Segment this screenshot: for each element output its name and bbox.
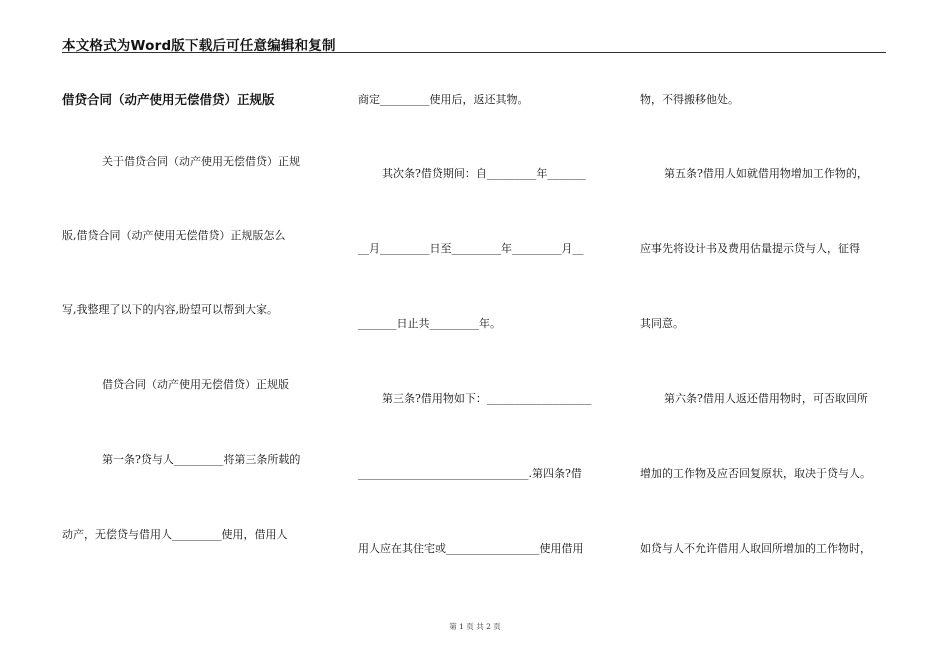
paragraph-line: 第一条?贷与人_________将第三条所载的 [102,453,301,466]
header-divider [62,52,886,53]
paragraph-line: 写,我整理了以下的内容,盼望可以帮到大家。 [62,303,278,316]
paragraph-line: 物，不得搬移他处。 [640,93,739,106]
paragraph-line: 第六条?借用人返还借用物时，可否取回所 [664,392,868,405]
paragraph-line: 其次条?借贷期间：自_________年_______ [382,167,586,180]
paragraph-line: 动产，无偿贷与借用人_________使用，借用人 [62,528,288,541]
paragraph-line: 关于借贷合同（动产使用无偿借贷）正规 [102,155,300,168]
paragraph-line: 其同意。 [640,317,684,330]
paragraph-line: 版,借贷合同（动产使用无偿借贷）正规版怎么 [62,229,286,242]
paragraph-line: _______________________________.第四条?借 [358,467,582,480]
page-number: 第 1 页 共 2 页 [449,622,501,631]
paragraph-line: 应事先将设计书及费用估量提示贷与人，征得 [640,242,860,255]
paragraph-line: 第五条?借用人如就借用物增加工作物的， [664,167,868,180]
document-title: 借贷合同（动产使用无偿借贷）正规版 [62,92,275,107]
section-heading: 借贷合同（动产使用无偿借贷）正规版 [102,378,289,391]
paragraph-line: 如贷与人不允许借用人取回所增加的工作物时， [640,542,871,555]
paragraph-line: 商定_________使用后，返还其物。 [358,93,529,106]
paragraph-line: 用人应在其住宅或_________________使用借用 [358,542,584,555]
paragraph-line: 增加的工作物及应否回复原状，取决于贷与人。 [640,467,871,480]
page-header: 本文格式为Word版下载后可任意编辑和复制 [62,38,336,54]
paragraph-line: __月_________日至_________年_________月__ [358,242,584,255]
paragraph-line: _______日止共_________年。 [358,317,501,330]
paragraph-line: 第三条?借用物如下：___________________ [382,392,592,405]
